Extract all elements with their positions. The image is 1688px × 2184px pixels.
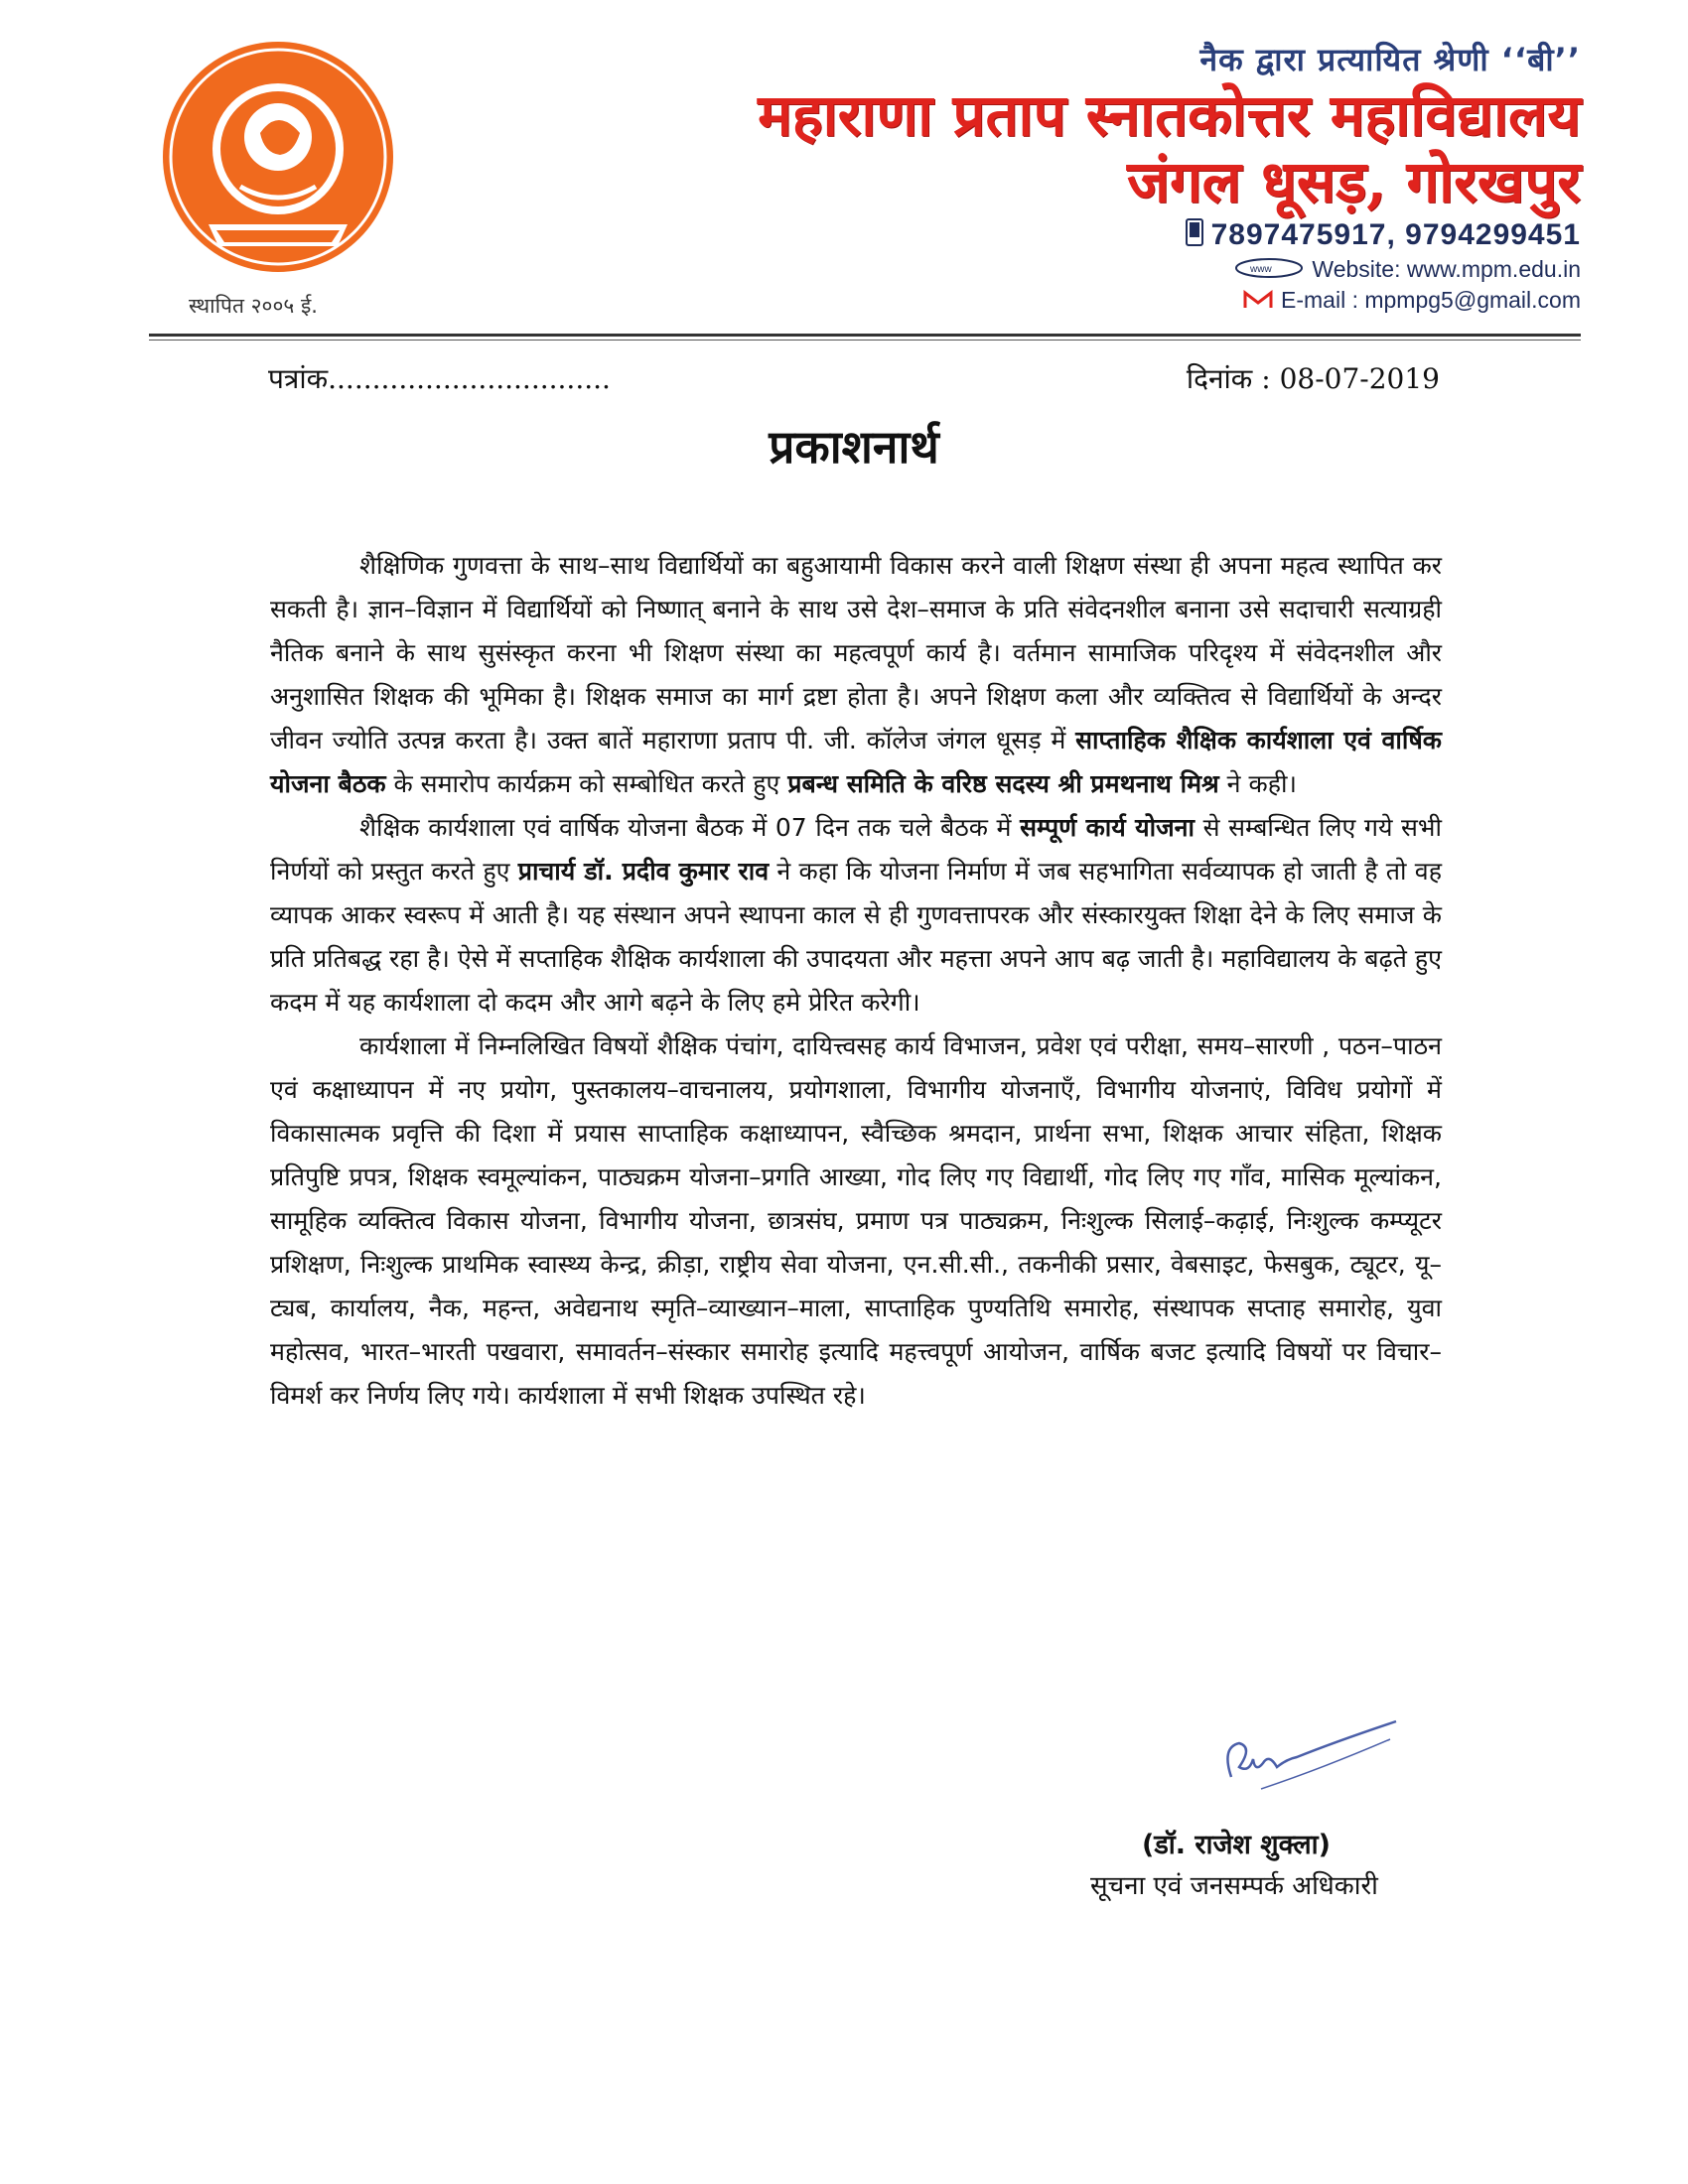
email-line <box>389 287 1581 315</box>
svg-text:www: www <box>1250 264 1273 276</box>
paragraph-text: शैक्षिणिक गुणवत्ता के साथ–साथ विद्यार्थियों का बहुआयामी विकास करने वाली शिक्षण संस्था ही अपना महत्व स्थापित कर सकती है। ज्ञान–विज्ञान में विद्यार्थियों को निष्णात् बनाने के साथ उसे देश–समाज के प्रति संवेदनशील बनाना उसे सदाचारी सत्याग्रही नैतिक बनाने के साथ सुसंस्कृत करना भी शिक्षण संस्था का महत्वपूर्ण कार्य है। वर्तमान सामाजिक परिदृश्य में संवेदनशील और अनुशासित शिक्षक की भूमिका है। शिक्षक समाज का मार्ग द्रष्टा होता है। अपने शिक्षण कला और व्यक्तित्व से विद्यार्थियों के अन्दर जीवन ज्योति उत्पन्न करता है। उक्त बातें महाराणा प्रताप पी. जी. कॉलेज जंगल धूसड़ में <box>270 551 1442 754</box>
website-text[interactable]: Website: www.mpm.edu.in <box>1312 256 1581 283</box>
signer-name: (डॉ. राजेश शुक्ला) <box>1142 1830 1331 1860</box>
page-title: प्रकाशनार्थ <box>769 420 939 474</box>
reference-number: पत्रांक................................ <box>268 362 611 395</box>
college-emblem-icon <box>149 38 407 296</box>
college-logo <box>149 38 407 326</box>
accreditation-line: नैक द्वारा प्रत्यायित श्रेणी ‘‘बी’’ <box>1199 41 1581 78</box>
date-label: दिनांक : <box>1186 362 1271 395</box>
signature-area <box>1132 1707 1450 1817</box>
header-divider-thin <box>149 340 1581 341</box>
bold-phrase: प्राचार्य डॉ. प्रदीव कुमार राव <box>517 857 770 886</box>
paragraph-text: ने कही। <box>1218 769 1297 798</box>
header-divider <box>149 334 1581 337</box>
handwritten-signature-icon <box>1192 1707 1410 1817</box>
bold-phrase: सम्पूर्ण कार्य योजना <box>1020 813 1196 842</box>
paragraph-text: के समारोप कार्यक्रम को सम्बोधित करते हुए <box>385 769 788 798</box>
date-line <box>1187 359 1440 397</box>
college-place: जंगल धूसड़, गोरखपुर <box>1126 147 1581 215</box>
body-content <box>270 544 1442 1418</box>
paragraph-text: शैक्षिक कार्यशाला एवं वार्षिक योजना बैठक में 07 दिन तक चले बैठक में <box>359 813 1021 842</box>
paragraph-text: ने कहा कि योजना निर्माण में जब सहभागिता सर्वव्यापक हो जाती है तो वह व्यापक आकर स्वरूप में आती है। यह संस्थान अपने स्थापना काल से ही गुणवत्तापरक और संस्कारयुक्त शिक्षा देने के लिए समाज के प्रति प्रतिबद्ध रहा है। ऐसे में सप्ताहिक शैक्षिक कार्यशाला की उपादयता और महत्ता अपने आप बढ़ जाती है। महाविद्यालय के बढ़ते हुए कदम में यह कार्यशाला दो कदम और आगे बढ़ने के लिए हमे प्रेरित करेगी। <box>270 857 1442 1017</box>
college-name: महाराणा प्रताप स्नातकोत्तर महाविद्यालय <box>758 81 1581 149</box>
paragraph-1 <box>270 544 1442 806</box>
paragraph-text: से सम्बन्धित लिए गये सभी निर्णयों को प्रस्तुत करते हुए <box>270 813 1442 886</box>
phone-line <box>389 218 1581 254</box>
mail-icon <box>1243 289 1273 316</box>
established-year: स्थापित २००५ ई. <box>189 294 318 318</box>
phone-numbers: 7897475917, 9794299451 <box>1210 218 1581 252</box>
email-text[interactable]: E-mail : mpmpg5@gmail.com <box>1281 287 1581 314</box>
paragraph-3: कार्यशाला में निम्नलिखित विषयों शैक्षिक पंचांग, दायित्त्वसह कार्य विभाजन, प्रवेश एवं परीक्षा, समय–सारणी , पठन–पाठन एवं कक्षाध्यापन में नए प्रयोग, पुस्तकालय–वाचनालय, प्रयोगशाला, विभागीय योजनाएँ, विभागीय योजनाएं, विविध प्रयोगों में विकासात्मक प्रवृत्ति की दिशा में प्रयास साप्ताहिक कक्षाध्यापन, स्वैच्छिक श्रमदान, प्रार्थना सभा, शिक्षक आचार संहिता, शिक्षक प्रतिपुष्टि प्रपत्र, शिक्षक स्वमूल्यांकन, पाठ्यक्रम योजना–प्रगति आख्या, गोद लिए गए विद्यार्थी, गोद लिए गए गाँव, मासिक मूल्यांकन, सामूहिक व्यक्तित्व विकास योजना, विभागीय योजना, छात्रसंघ, प्रमाण पत्र पाठ्यक्रम, निःशुल्क सिलाई–कढ़ाई, निःशुल्क कम्प्यूटर प्रशिक्षण, निःशुल्क प्राथमिक स्वास्थ्य केन्द्र, क्रीड़ा, राष्ट्रीय सेवा योजना, एन.सी.सी., तकनीकी प्रसार, वेबसाइट, फेसबुक, ट्यूटर, यू–ट्यब, कार्यालय, नैक, महन्त, अवेद्यनाथ स्मृति–व्याख्यान–माला, साप्ताहिक पुण्यतिथि समारोह, संस्थापक सप्ताह समारोह, युवा महोत्सव, भारत–भारती पखवारा, समावर्तन–संस्कार समारोह इत्यादि महत्त्वपूर्ण आयोजन, वार्षिक बजट इत्यादि विषयों पर विचार–विमर्श कर निर्णय लिए गये। कार्यशाला में सभी शिक्षक उपस्थित रहे। <box>270 1031 1442 1410</box>
website-line <box>389 256 1581 285</box>
bold-phrase: साप्ताहिक शैक्षिक कार्यशाला एवं वार्षिक योजना बैठक <box>270 726 1442 798</box>
date-value: 08-07-2019 <box>1279 362 1440 395</box>
phone-icon <box>1186 218 1203 254</box>
bold-phrase: प्रबन्ध समिति के वरिष्ठ सदस्य श्री प्रमथनाथ मिश्र <box>787 769 1219 798</box>
globe-icon <box>1234 257 1304 285</box>
paragraph-2 <box>270 806 1442 1024</box>
signer-designation: सूचना एवं जनसम्पर्क अधिकारी <box>1090 1871 1378 1901</box>
letterhead <box>389 38 1581 316</box>
